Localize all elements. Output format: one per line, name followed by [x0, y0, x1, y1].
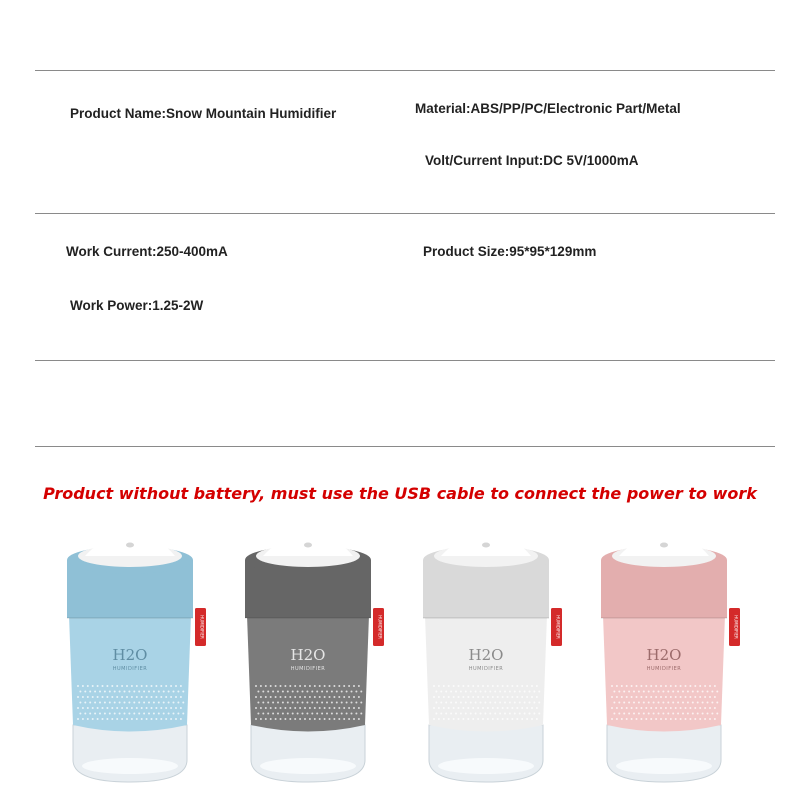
- side-tag: [373, 608, 384, 646]
- humidifier-pink: [579, 520, 749, 790]
- battery-warning: Product without battery, must use the USB cable to connect the power to work: [43, 484, 757, 503]
- product-image-gray: [223, 520, 393, 790]
- divider-4: [35, 446, 775, 447]
- product-image-blue: [45, 520, 215, 790]
- side-tag: [195, 608, 206, 646]
- divider-3: [35, 360, 775, 361]
- humidifier-label: HUMIDIFIER: [468, 666, 504, 672]
- divider-top: [35, 70, 775, 71]
- spec-material: Material:ABS/PP/PC/Electronic Part/Metal: [415, 101, 681, 116]
- divider-2: [35, 213, 775, 214]
- svg-text:HUMIDIFIER: HUMIDIFIER: [555, 615, 561, 639]
- humidifier-label: HUMIDIFIER: [290, 666, 326, 672]
- humidifier-blue: [45, 520, 215, 790]
- h2o-logo: H2O: [646, 646, 682, 664]
- humidifier-label: HUMIDIFIER: [112, 666, 148, 672]
- h2o-logo: H2O: [468, 646, 504, 664]
- side-tag: [551, 608, 562, 646]
- svg-text:HUMIDIFIER: HUMIDIFIER: [733, 615, 739, 639]
- svg-text:HUMIDIFIER: HUMIDIFIER: [199, 615, 205, 639]
- spec-product-name: Product Name:Snow Mountain Humidifier: [70, 106, 337, 121]
- svg-text:HUMIDIFIER: HUMIDIFIER: [377, 615, 383, 639]
- spec-work-power: Work Power:1.25-2W: [70, 298, 204, 313]
- spec-product-size: Product Size:95*95*129mm: [423, 244, 597, 259]
- side-tag: [729, 608, 740, 646]
- spec-volt-current-input: Volt/Current Input:DC 5V/1000mA: [425, 153, 639, 168]
- humidifier-white: [401, 520, 571, 790]
- h2o-logo: H2O: [112, 646, 148, 664]
- spec-work-current: Work Current:250-400mA: [66, 244, 228, 259]
- h2o-logo: H2O: [290, 646, 326, 664]
- product-image-pink: [579, 520, 749, 790]
- humidifier-gray: [223, 520, 393, 790]
- humidifier-label: HUMIDIFIER: [646, 666, 682, 672]
- product-image-white: [401, 520, 571, 790]
